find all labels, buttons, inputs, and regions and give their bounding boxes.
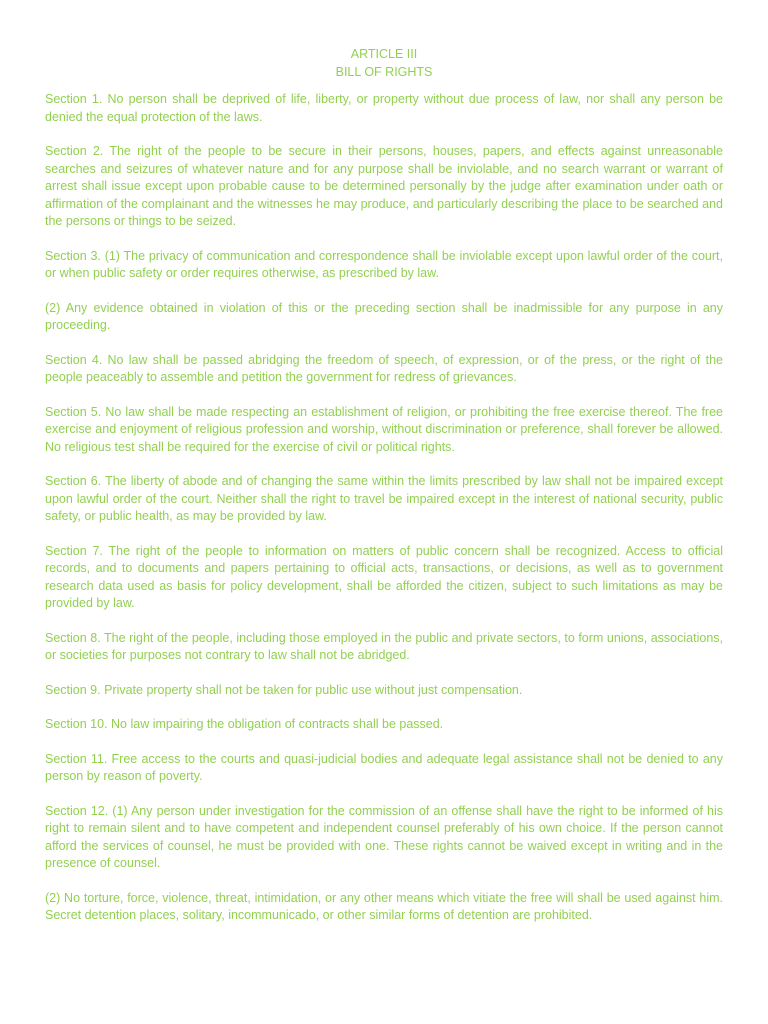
document-heading xyxy=(45,45,723,81)
section-8: Section 8. The right of the people, including those employed in the public and private sectors, to form unions, associations, or societies for purposes not contrary to law shall not be abridged. xyxy=(45,630,723,662)
section-11: Section 11. Free access to the courts and quasi-judicial bodies and adequate legal assistance shall not be denied to any person by reason of poverty. xyxy=(45,751,723,783)
section-2: Section 2. The right of the people to be secure in their persons, houses, papers, and effects against unreasonable searches and seizures of whatever nature and for any purpose shall be inviolable, and no search warrant or warrant of arrest shall issue except upon probable cause to be determined personally by the judge after examination under oath or affirmation of the complainant and the witnesses he may produce, and particularly describing the place to be searched and the persons or things to be seized. xyxy=(45,144,723,228)
article-number: ARTICLE III xyxy=(350,47,418,61)
section-10: Section 10. No law impairing the obligation of contracts shall be passed. xyxy=(45,717,444,731)
section-12-paragraph-2: (2) No torture, force, violence, threat, intimidation, or any other means which vitiate the free will shall be used against him. Secret detention places, solitary, incommunicado, or other similar forms of detention are prohibited. xyxy=(45,890,723,922)
section-3-paragraph-1: Section 3. (1) The privacy of communication and correspondence shall be inviolable except upon lawful order of the court, or when public safety or order requires otherwise, as prescribed by law. xyxy=(45,248,723,280)
section-7: Section 7. The right of the people to information on matters of public concern shall be recognized. Access to official records, and to documents and papers pertaining to official acts, transactions, or decisions, as well as to government research data used as basis for policy development, shall be afforded the citizen, subject to such limitations as may be provided by law. xyxy=(45,543,723,610)
section-12-paragraph-1: Section 12. (1) Any person under investigation for the commission of an offense shall have the right to be informed of his right to remain silent and to have competent and independent counsel preferably of his own choice. If the person cannot afford the services of counsel, he must be provided with one. These rights cannot be waived except in writing and in the presence of counsel. xyxy=(45,803,723,870)
section-4: Section 4. No law shall be passed abridging the freedom of speech, of expression, or of the press, or the right of the people peaceably to assemble and petition the government for redress of grievances. xyxy=(45,352,723,384)
section-1: Section 1. No person shall be deprived of life, liberty, or property without due process of law, nor shall any person be denied the equal protection of the laws. xyxy=(45,92,723,124)
section-9: Section 9. Private property shall not be taken for public use without just compensation. xyxy=(45,682,523,697)
article-title: BILL OF RIGHTS xyxy=(335,65,433,79)
section-5: Section 5. No law shall be made respecting an establishment of religion, or prohibiting the free exercise thereof. The free exercise and enjoyment of religious profession and worship, without discrimination or preference, shall forever be allowed. No religious test shall be required for the exercise of civil or political rights. xyxy=(45,404,723,454)
section-3-paragraph-2: (2) Any evidence obtained in violation of this or the preceding section shall be inadmissible for any purpose in any proceeding. xyxy=(45,300,723,332)
document-page xyxy=(45,45,723,942)
section-6: Section 6. The liberty of abode and of changing the same within the limits prescribed by law shall not be impaired except upon lawful order of the court. Neither shall the right to travel be impaired except in the interest of national security, public safety, or public health, as may be provided by law. xyxy=(45,474,723,523)
